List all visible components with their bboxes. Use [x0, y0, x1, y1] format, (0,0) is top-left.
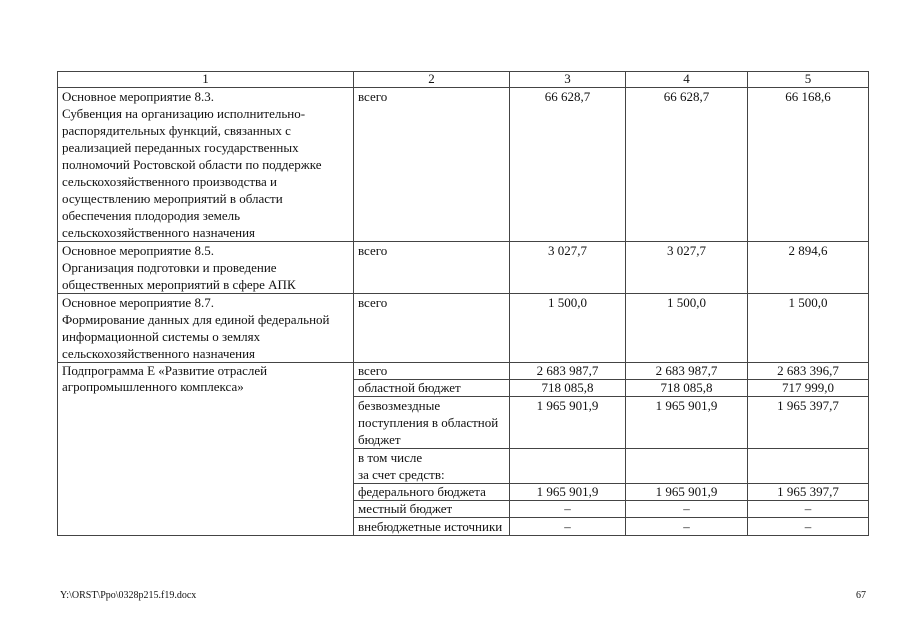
value-col-4: 3 027,7 [626, 242, 748, 294]
value-col-4: 66 628,7 [626, 88, 748, 242]
value-col-4: – [626, 501, 748, 518]
value-col-5: – [748, 518, 869, 536]
header-col-3: 3 [510, 72, 626, 88]
value-col-5: 717 999,0 [748, 380, 869, 397]
value-col-5: 66 168,6 [748, 88, 869, 242]
value-col-4 [626, 449, 748, 484]
value-col-4: 1 965 901,9 [626, 484, 748, 501]
value-col-3: 1 965 901,9 [510, 397, 626, 449]
activity-name: Основное мероприятие 8.5. Организация подготовки и проведение общественных мероприятий в сфере АПК [58, 242, 354, 294]
table-row-8-5 [58, 242, 869, 294]
value-col-5: 1 500,0 [748, 294, 869, 363]
table-row-8-3 [58, 88, 869, 242]
header-col-1: 1 [58, 72, 354, 88]
value-col-3: – [510, 501, 626, 518]
page-number: 67 [856, 590, 866, 601]
funding-source: всего [354, 363, 510, 380]
funding-source: внебюджетные источники [354, 518, 510, 536]
funding-source: областной бюджет [354, 380, 510, 397]
header-col-5: 5 [748, 72, 869, 88]
value-col-4: – [626, 518, 748, 536]
header-col-2: 2 [354, 72, 510, 88]
value-col-4: 1 965 901,9 [626, 397, 748, 449]
value-col-5: 1 965 397,7 [748, 397, 869, 449]
value-col-3: 3 027,7 [510, 242, 626, 294]
value-col-4: 1 500,0 [626, 294, 748, 363]
value-col-3: 718 085,8 [510, 380, 626, 397]
value-col-4: 2 683 987,7 [626, 363, 748, 380]
funding-source: в том числе за счет средств: [354, 449, 510, 484]
value-col-3: 2 683 987,7 [510, 363, 626, 380]
value-col-3: – [510, 518, 626, 536]
activity-name: Основное мероприятие 8.7. Формирование данных для единой федеральной информационной системы о землях сельскохозяйственного назначения [58, 294, 354, 363]
footer-file-path: Y:\ORST\Ppo\0328p215.f19.docx [60, 590, 197, 601]
funding-source: всего [354, 294, 510, 363]
value-col-3 [510, 449, 626, 484]
value-col-5 [748, 449, 869, 484]
funding-source: федерального бюджета [354, 484, 510, 501]
funding-source: местный бюджет [354, 501, 510, 518]
budget-table [57, 71, 869, 536]
table-row-subprogram-total [58, 363, 869, 380]
subprogram-name: Подпрограмма Е «Развитие отраслей агропромышленного комплекса» [58, 363, 354, 536]
value-col-3: 1 965 901,9 [510, 484, 626, 501]
value-col-3: 1 500,0 [510, 294, 626, 363]
funding-source: всего [354, 242, 510, 294]
funding-source: всего [354, 88, 510, 242]
value-col-3: 66 628,7 [510, 88, 626, 242]
value-col-5: 2 894,6 [748, 242, 869, 294]
value-col-4: 718 085,8 [626, 380, 748, 397]
funding-source: безвозмездные поступления в областной бюджет [354, 397, 510, 449]
value-col-5: 1 965 397,7 [748, 484, 869, 501]
activity-name: Основное мероприятие 8.3. Субвенция на организацию исполнительно-распорядительных функций, связанных с реализацией переданных государственных полномочий Ростовской области по поддержке сельскохозяйственного производства и осуществлению мероприятий в области обеспечения плодородия земель сельскохозяйственного назначения [58, 88, 354, 242]
header-col-4: 4 [626, 72, 748, 88]
table-row-8-7 [58, 294, 869, 363]
header-row [58, 72, 869, 88]
value-col-5: 2 683 396,7 [748, 363, 869, 380]
value-col-5: – [748, 501, 869, 518]
